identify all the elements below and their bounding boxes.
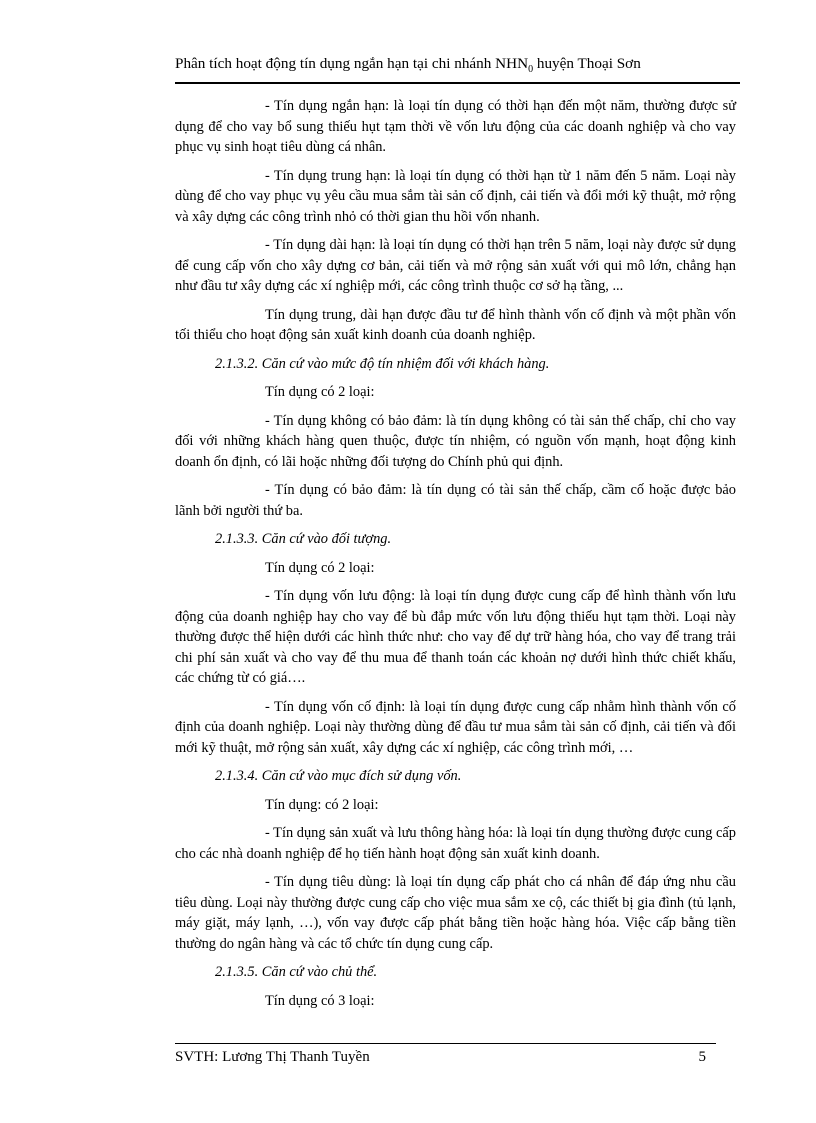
section-heading-2-1-3-3: 2.1.3.3. Căn cứ vào đối tượng. xyxy=(215,531,392,547)
paragraph-medium-term-credit: - Tín dụng trung hạn: là loại tín dụng có thời hạn từ 1 năm đến 5 năm. Loại này dùng để cho vay phục vụ yêu cầu mua sắm tài sản cố định, cải tiến và đổi mới kỹ thuật, mở rộng và xây dựng các công trình nhỏ có thời gian thu hồi vốn nhanh. xyxy=(175,167,736,225)
page-footer xyxy=(175,1047,716,1067)
paragraph-secured-credit: - Tín dụng có bảo đảm: là tín dụng có tài sản thế chấp, cầm cố hoặc được bảo lãnh bởi người thứ ba. xyxy=(175,482,736,519)
footer-divider xyxy=(175,1043,716,1044)
paragraph-two-types: Tín dụng có 2 loại: xyxy=(265,559,375,576)
paragraph-medium-long-summary: Tín dụng trung, dài hạn được đầu tư để hình thành vốn cố định và một phần vốn tối thiểu cho hoạt động sản xuất kinh doanh của doanh nghiệp. xyxy=(175,306,736,343)
header-title: Phân tích hoạt động tín dụng ngắn hạn tại chi nhánh NHN xyxy=(175,55,529,72)
paragraph-two-types: Tín dụng: có 2 loại: xyxy=(265,796,379,813)
paragraph-two-types: Tín dụng có 2 loại: xyxy=(265,384,375,400)
page-body xyxy=(175,96,736,1019)
paragraph-three-types: Tín dụng có 3 loại: xyxy=(265,992,375,1009)
section-heading-2-1-3-5: 2.1.3.5. Căn cứ vào chủ thể. xyxy=(215,964,378,980)
footer-author: SVTH: Lương Thị Thanh Tuyền xyxy=(175,1049,370,1065)
header-title-suffix: huyện Thoại Sơn xyxy=(533,55,641,72)
paragraph-unsecured-credit: - Tín dụng không có bảo đảm: là tín dụng không có tài sản thế chấp, chỉ cho vay đối với những khách hàng quen thuộc, được tín nhiệm, có nguồn vốn mạnh, hoạt động kinh doanh ổn định, có lãi hoặc những đối tượng do Chính phủ qui định. xyxy=(175,412,736,470)
paragraph-fixed-capital-credit: - Tín dụng vốn cố định: là loại tín dụng được cung cấp nhằm hình thành vốn cố định của doanh nghiệp. Loại này thường dùng để đầu tư mua sắm tài sản cố định, cải tiến và đổi mới kỹ thuật, mở rộng sản xuất, xây dựng các xí nghiệp, các công trình mới, … xyxy=(175,698,736,756)
section-heading-2-1-3-4: 2.1.3.4. Căn cứ vào mục đích sử dụng vốn. xyxy=(215,768,462,784)
page-number: 5 xyxy=(698,1049,706,1065)
paragraph-working-capital-credit: - Tín dụng vốn lưu động: là loại tín dụng được cung cấp để hình thành vốn lưu động của doanh nghiệp hay cho vay để bù đắp mức vốn lưu động thiếu hụt tạm thời. Loại này thường được thể hiện dưới các hình thức như: cho vay để dự trữ hàng hóa, cho vay để trang trải chi phí sản xuất và cho vay để thu mua để thanh toán các khoản nợ dưới hình thức chiết khấu, các chứng từ có giá…. xyxy=(175,588,736,686)
paragraph-consumer-credit: - Tín dụng tiêu dùng: là loại tín dụng cấp phát cho cá nhân để đáp ứng nhu cầu tiêu dùng. Loại này thường được cung cấp cho việc mua sắm xe cộ, các thiết bị gia đình (tủ lạnh, máy giặt, máy lạnh, …), vốn vay được cấp phát bằng tiền hoặc hàng hóa. Việc cấp bằng tiền thường do ngân hàng và các tổ chức tín dụng cung cấp. xyxy=(175,874,736,952)
paragraph-long-term-credit: - Tín dụng dài hạn: là loại tín dụng có thời hạn trên 5 năm, loại này được sử dụng để cung cấp vốn cho xây dựng cơ bản, cải tiến và mở rộng sản xuất với qui mô lớn, chẳng hạn như đầu tư xây dựng các xí nghiệp mới, các công trình thuộc cơ sở hạ tầng, ... xyxy=(175,237,736,294)
paragraph-production-credit: - Tín dụng sản xuất và lưu thông hàng hóa: là loại tín dụng thường được cung cấp cho các nhà doanh nghiệp để họ tiến hành hoạt động sản xuất kinh doanh. xyxy=(175,825,736,862)
paragraph-short-term-credit: - Tín dụng ngắn hạn: là loại tín dụng có thời hạn đến một năm, thường được sử dụng để cho vay bổ sung thiếu hụt tạm thời về vốn lưu động của các doanh nghiệp và cho vay phục vụ sinh hoạt tiêu dùng cá nhân. xyxy=(175,98,736,155)
header-subscript: 0 xyxy=(528,64,534,76)
section-heading-2-1-3-2: 2.1.3.2. Căn cứ vào mức độ tín nhiệm đối với khách hàng. xyxy=(215,355,550,372)
page-header xyxy=(175,54,740,84)
